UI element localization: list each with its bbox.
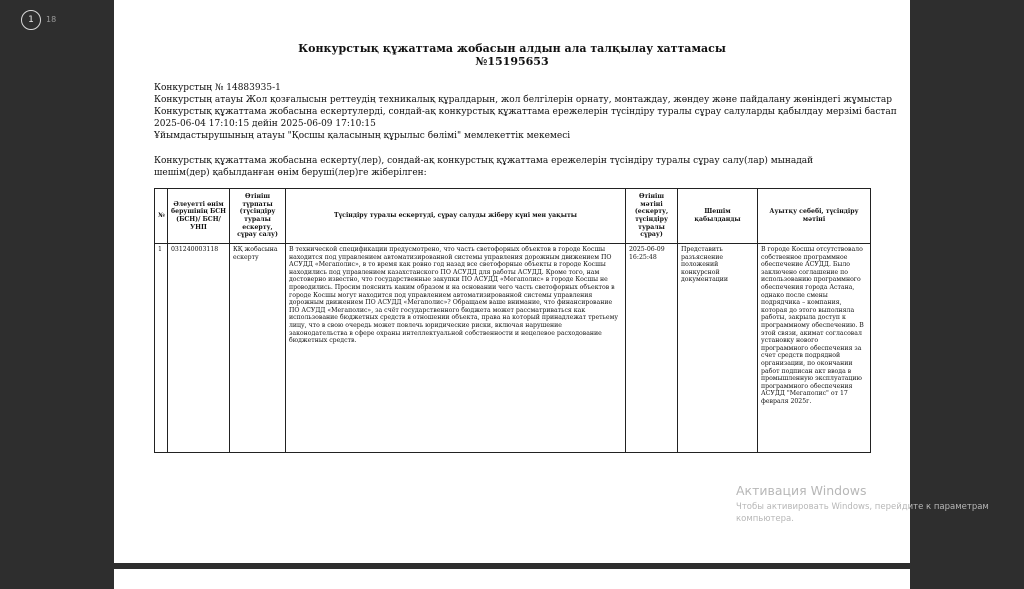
acceptance-period-label: Конкурстық құжаттама жобасына ескертулерді, сондай-ақ конкурстық құжаттама ережелерін түсіндіру туралы сұрау салуларды қабылдау мерзімі бастап [154,107,897,117]
document-page [114,0,910,563]
next-page-edge [114,569,910,589]
watermark-subtitle: Чтобы активировать Windows, перейдите к параметрам компьютера. [736,502,989,524]
current-page-indicator[interactable]: 1 [21,10,41,30]
header-datetime: Түсіндіру туралы ескертуді, сұрау салуды жіберу күні мен уақыты [286,189,626,244]
cell-type: КҚ жобасына ескерту [230,244,286,453]
header-bin: Әлеуетті өнім берушінің БСН (БСН)/ БСН/УНП [168,189,230,244]
total-pages-label: 18 [46,15,57,24]
document-title-line2: №15195653 [475,55,549,68]
header-text: Өтініш мәтіні (ескерту, түсіндіру туралы сұрау) [626,189,678,244]
header-decision: Шешім қабылданды [678,189,758,244]
cell-datetime: 2025-06-09 16:25:48 [626,244,678,453]
cell-bin: 031240003118 [168,244,230,453]
document-title-line1: Конкурстық құжаттама жобасын алдын ала талқылау хаттамасы [298,42,726,55]
header-reason: Ауытқу себебі, түсіндіру мәтіні [758,189,871,244]
remarks-table [154,188,871,453]
tender-name: Конкурстың атауы Жол қозғалысын реттеудің техникалық құралдарын, жол белгілерін орнату, монтаждау, жөндеу және пайдалану жөніндегі жұмыстар [154,95,892,105]
document-title [114,42,910,68]
intro-paragraph: Конкурстық құжаттама жобасына ескерту(лер), сондай-ақ конкурстық құжаттама ережелерін түсіндіру туралы сұрау салу(лар) мынадай шешім(дер) қабылданған өнім беруші(лер)ге жіберілген: [154,156,814,178]
table-row [155,244,871,453]
organizer-name: Ұйымдастырушының атауы "Қосшы қаласының құрылыс бөлімі" мемлекеттік мекемесі [154,131,571,141]
cell-remark-text: В технической спецификации предусмотрено, что часть светофорных объектов в городе Косшы находится под управлением автоматизированной системы управления дорожным движением ПО АСУДД «Мегаполис», в то время как ровно год назад все светофорные объекты в городе Косшы находились под управлением казахстанского ПО АСУДД для работы АСУДД. Кроме того, нам достоверно известно, что государственные закупки ПО АСУДД «Мегаполис» в городе Косшы не проводились. Просим пояснить каким образом и на основании чего часть светофорных объектов в городе Косшы могут находится под управлением автоматизированной системы управления дорожным движением ПО АСУДД «Мегаполис»? Обращаем ваше внимание, что финансирование ПО АСУДД «Мегаполис», за счёт государственного бюджета может рассматриваться как использование бюджетных средств в отношении объекта, права на который принадлежат третьему лицу, что в свою очередь может повлечь юридические риски, включая нарушение законодательства в сфере охраны интеллектуальной собственности и нецелевое расходование бюджетных средств. [286,244,626,453]
table-header-row [155,189,871,244]
tender-info [154,82,897,142]
header-type: Өтініш түрпаты (түсіндіру туралы ескерту, сұрау салу) [230,189,286,244]
tender-number: Конкурстың № 14883935-1 [154,83,281,93]
header-num: № [155,189,168,244]
acceptance-period-dates: 2025-06-04 17:10:15 дейін 2025-06-09 17:10:15 [154,119,376,129]
cell-num: 1 [155,244,168,453]
windows-activation-watermark [736,483,1006,525]
cell-reason: В городе Косшы отсутствовало собственное программное обеспечение АСУДД. Было заключено соглашение по использованию программного обеспечения города Астана, однако после смены подрядчика – компания, которая до этого выполняла работы, закрыла доступ к программному обеспечению. В этой связи, акимат согласовал установку нового программного обеспечения за счет средств подрядной организации, по окончании работ подписан акт ввода в промышленную эксплуатацию программного обеспечения АСУДД "Мегаполис" от 17 февраля 2025г. [758,244,871,453]
cell-decision: Представить разъяснение положений конкурсной документации [678,244,758,453]
watermark-title: Активация Windows [736,483,867,498]
